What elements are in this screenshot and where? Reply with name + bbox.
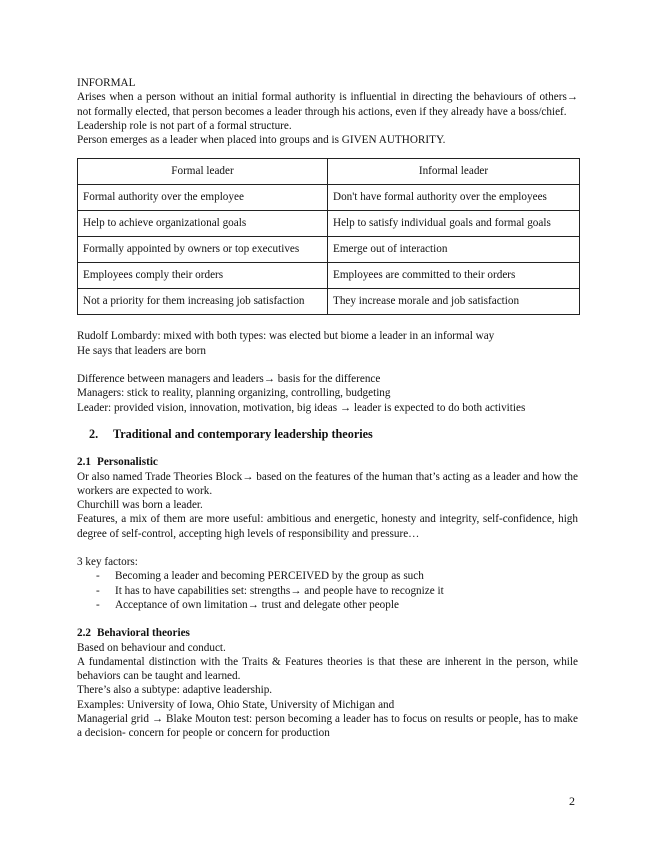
informal-heading: INFORMAL: [77, 77, 136, 89]
table-cell: Emerge out of interaction: [328, 237, 580, 263]
table-cell: They increase morale and job satisfaction: [328, 289, 580, 315]
behavioral-line: Based on behaviour and conduct.: [77, 641, 226, 654]
table-header-cell: Informal leader: [328, 159, 580, 185]
behavioral-line: There’s also a subtype: adaptive leadership.: [77, 684, 273, 697]
table-row: [78, 185, 580, 211]
table-cell: Help to achieve organizational goals: [78, 211, 328, 237]
lombardy-line: He says that leaders are born: [77, 344, 206, 357]
table-cell: Formal authority over the employee: [78, 185, 328, 211]
dash-bullet: -: [96, 570, 100, 583]
table-cell: Employees comply their orders: [78, 263, 328, 289]
list-item-text: It has to have capabilities set: strengths→ and people have to recognize it: [115, 584, 444, 597]
factors-list: [77, 569, 578, 612]
behavioral-line: Examples: University of Iowa, Ohio State, University of Michigan and: [77, 698, 395, 711]
lombardy-line: Rudolf Lombardy: mixed with both types: was elected but biome a leader in an informal way: [77, 330, 495, 343]
subsection-heading: [77, 455, 578, 469]
list-item: [77, 569, 578, 583]
section-heading: [89, 427, 578, 441]
table-cell: Not a priority for them increasing job satisfaction: [78, 289, 328, 315]
section-title: Traditional and contemporary leadership theories: [113, 426, 373, 441]
subsection-number: 2.1: [77, 456, 91, 469]
behavioral-paragraph: A fundamental distinction with the Traits & Features theories is that these are inherent in the person, while behaviors can be taught and learned.: [77, 655, 578, 683]
section-number: 2.: [89, 426, 99, 441]
table-cell: Help to satisfy individual goals and formal goals: [328, 211, 580, 237]
informal-line: Leadership role is not part of a formal structure.: [77, 119, 292, 132]
table-header-cell: Formal leader: [78, 159, 328, 185]
list-item: [77, 598, 578, 612]
dash-bullet: -: [96, 598, 100, 611]
table-cell: Don't have formal authority over the employees: [328, 185, 580, 211]
personalistic-line: Churchill was born a leader.: [77, 499, 203, 512]
personalistic-paragraph: Or also named Trade Theories Block→ based on the features of the human that’s acting as a leader and how the workers are expected to work.: [77, 470, 578, 497]
subsection-heading: [77, 626, 578, 640]
list-item: [77, 584, 578, 598]
table-row: [78, 237, 580, 263]
personalistic-paragraph: Features, a mix of them are more useful: ambitious and energetic, honesty and integrity, self-confidence, high degree of self-control, accepting high levels of responsibility and pressure…: [77, 513, 578, 540]
informal-line: Person emerges as a leader when placed into groups and is GIVEN AUTHORITY.: [77, 134, 446, 147]
difference-line: Managers: stick to reality, planning organizing, controlling, budgeting: [77, 387, 391, 400]
page-number: 2: [569, 794, 575, 808]
list-item-text: Acceptance of own limitation→ trust and delegate other people: [115, 598, 399, 611]
dash-bullet: -: [96, 584, 100, 597]
informal-paragraph: Arises when a person without an initial formal authority is influential in directing the behaviours of others→ not formally elected, that person becomes a leader through his actions, even if they already have a boss/chief.: [77, 91, 578, 118]
subsection-number: 2.2: [77, 627, 91, 640]
difference-line: Leader: provided vision, innovation, motivation, big ideas → leader is expected to do both activities: [77, 401, 526, 414]
table-header-row: [78, 159, 580, 185]
behavioral-paragraph: Managerial grid → Blake Mouton test: person becoming a leader has to focus on results or people, has to make a decision- concern for people or concern for production: [77, 713, 578, 740]
comparison-table: [77, 158, 580, 315]
table-row: [78, 289, 580, 315]
subsection-title: Behavioral theories: [97, 627, 190, 640]
table-cell: Formally appointed by owners or top executives: [78, 237, 328, 263]
table-cell: Employees are committed to their orders: [328, 263, 580, 289]
factors-intro: 3 key factors:: [77, 556, 138, 569]
table-row: [78, 211, 580, 237]
list-item-text: Becoming a leader and becoming PERCEIVED by the group as such: [115, 570, 424, 583]
document-page: [77, 76, 578, 741]
subsection-title: Personalistic: [97, 456, 158, 469]
difference-line: Difference between managers and leaders→ basis for the difference: [77, 373, 381, 386]
table-row: [78, 263, 580, 289]
